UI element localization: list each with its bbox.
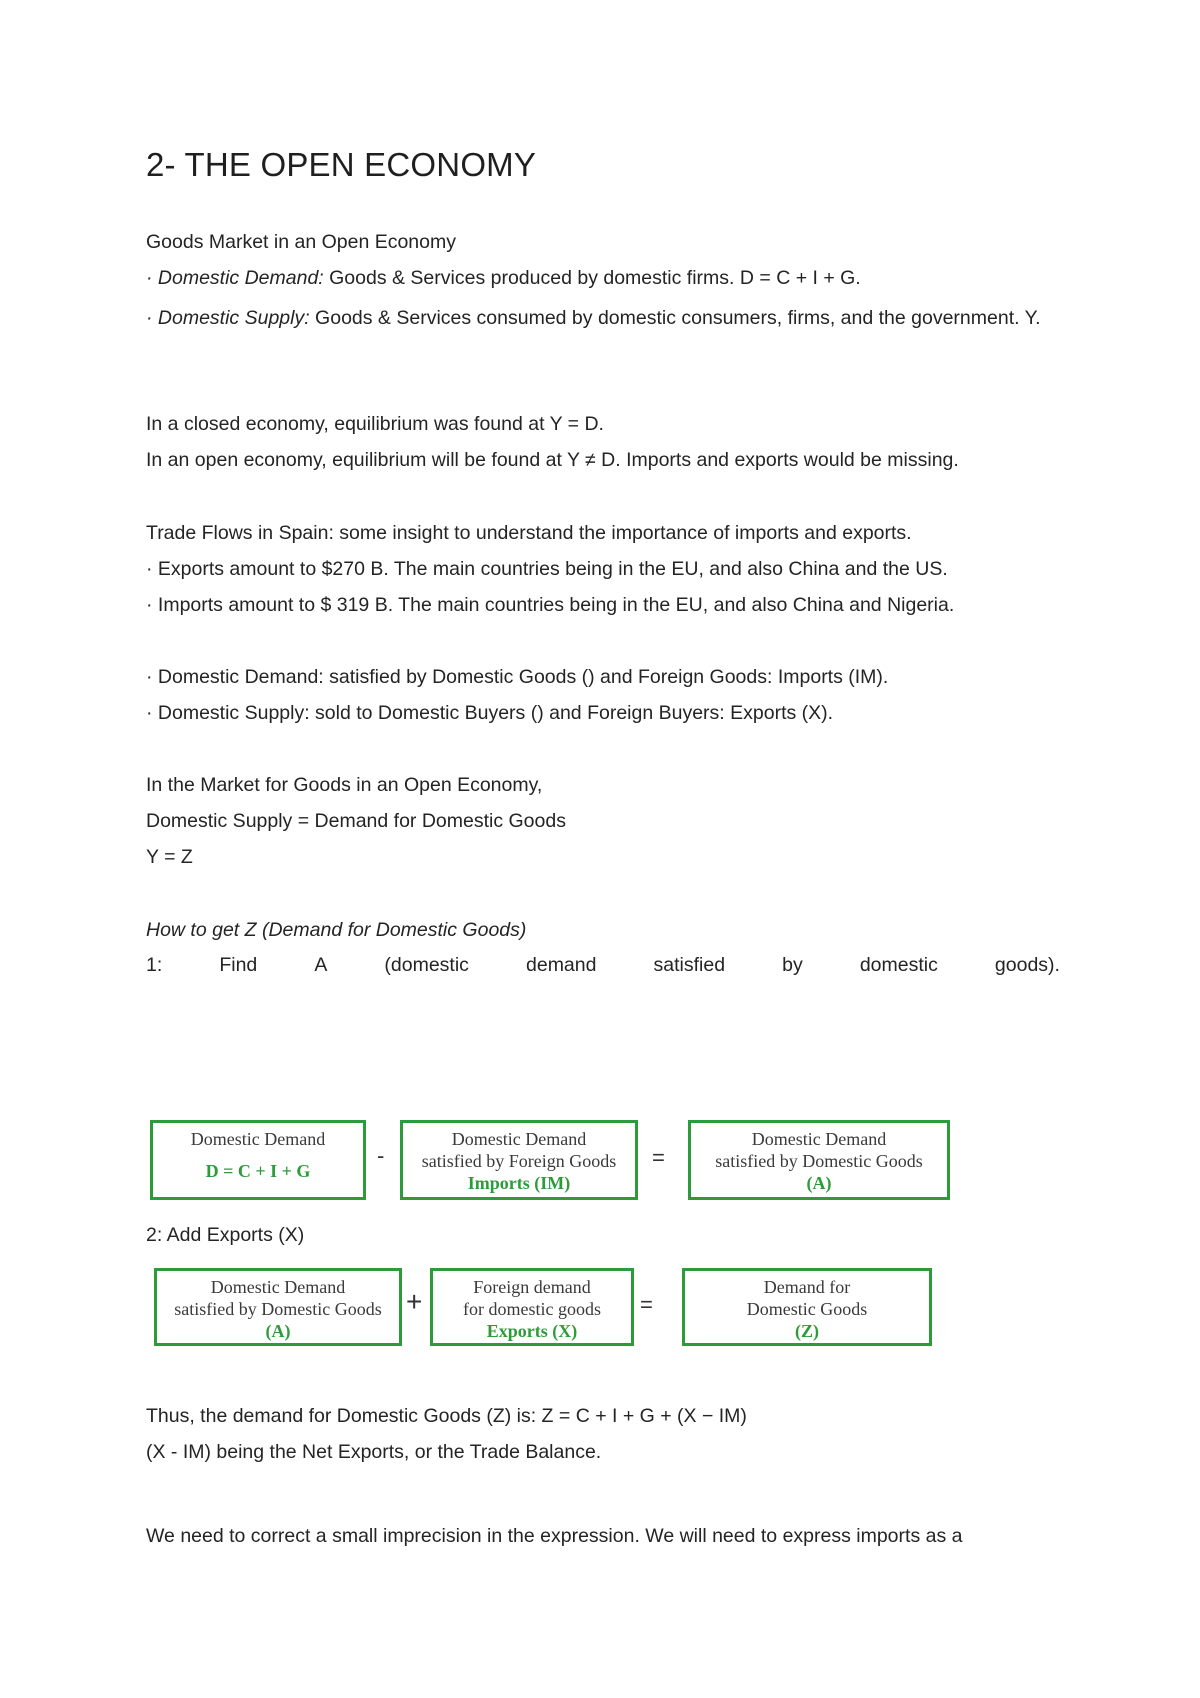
equals-operator: = [652, 1145, 665, 1170]
domestic-demand-line [146, 264, 1060, 292]
imports-line: · Imports amount to $ 319 B. The main countries being in the EU, and also China and Nigeria. [146, 594, 955, 616]
step1-line [146, 951, 1060, 979]
step1-word: demand [526, 954, 597, 976]
market-line-2: Domestic Supply = Demand for Domestic Goods [146, 810, 566, 832]
box-label: (A) [265, 1321, 291, 1341]
exports-box [430, 1268, 634, 1346]
conclusion-line-3: We need to correct a small imprecision in the expression. We will need to express imports as a [146, 1525, 963, 1547]
step1-word: goods). [994, 954, 1060, 976]
box-line: Domestic Demand [751, 1129, 887, 1149]
domestic-goods-box [688, 1120, 950, 1200]
box-line: Domestic Demand [190, 1129, 326, 1149]
plus-operator: + [406, 1286, 423, 1317]
section-heading: Goods Market in an Open Economy [146, 231, 456, 253]
step1-word: by [782, 954, 803, 976]
market-line-1: In the Market for Goods in an Open Economy, [146, 774, 543, 796]
box-line: for domestic goods [463, 1299, 601, 1319]
domestic-demand-box [150, 1120, 366, 1200]
exports-line: · Exports amount to $270 B. The main countries being in the EU, and also China and the US. [146, 558, 948, 580]
box-line: Domestic Demand [210, 1277, 346, 1297]
howto-heading: How to get Z (Demand for Domestic Goods) [146, 919, 527, 941]
box-line: Domestic Demand [451, 1129, 587, 1149]
imports-box [400, 1120, 638, 1200]
domestic-supply-line [146, 300, 1060, 337]
box-line: Foreign demand [473, 1277, 591, 1297]
box-label: Exports (X) [486, 1321, 578, 1341]
supply-sold-line: · Domestic Supply: sold to Domestic Buyers () and Foreign Buyers: Exports (X). [146, 702, 834, 724]
market-line-3: Y = Z [146, 846, 193, 868]
conclusion-line-2: (X - IM) being the Net Exports, or the Trade Balance. [146, 1441, 602, 1463]
trade-intro-line: Trade Flows in Spain: some insight to understand the importance of imports and exports. [146, 522, 912, 544]
box-label: Imports (IM) [467, 1173, 571, 1193]
step1-word: domestic [859, 954, 938, 976]
box-label: (A) [806, 1173, 832, 1193]
box-line: satisfied by Domestic Goods [174, 1299, 382, 1319]
domestic-supply-term: · Domestic Supply: [146, 307, 310, 329]
step1-word: satisfied [653, 954, 726, 976]
step2-line: 2: Add Exports (X) [146, 1224, 305, 1246]
step1-word: (domestic [384, 954, 469, 976]
box-line: Domestic Goods [746, 1299, 868, 1319]
step1-word: Find [219, 954, 258, 976]
domestic-supply-text: Goods & Services consumed by domestic consumers, firms, and the government. Y. [309, 307, 1041, 329]
step1-word: 1: [146, 954, 163, 976]
domestic-demand-text: Goods & Services produced by domestic firms. D = C + I + G. [323, 267, 861, 289]
equals-operator: = [640, 1292, 653, 1317]
box-line: satisfied by Domestic Goods [715, 1151, 923, 1171]
page-title: 2- THE OPEN ECONOMY [146, 146, 537, 183]
demand-domestic-goods-box [682, 1268, 932, 1346]
conclusion-line-1: Thus, the demand for Domestic Goods (Z) is: Z = C + I + G + (X − IM) [146, 1405, 747, 1427]
box-line: satisfied by Foreign Goods [421, 1151, 617, 1171]
minus-operator: - [377, 1143, 385, 1168]
box-line: Demand for [763, 1277, 851, 1297]
demand-satisfied-line: · Domestic Demand: satisfied by Domestic Goods () and Foreign Goods: Imports (IM). [146, 666, 889, 688]
closed-economy-line: In a closed economy, equilibrium was found at Y = D. [146, 413, 604, 435]
domestic-demand-term: · Domestic Demand: [146, 267, 324, 289]
box-formula: D = C + I + G [205, 1161, 311, 1181]
domestic-goods-box [154, 1268, 402, 1346]
step1-word: A [314, 954, 328, 976]
box-label: (Z) [795, 1321, 819, 1341]
open-economy-line: In an open economy, equilibrium will be found at Y ≠ D. Imports and exports would be missing. [146, 449, 959, 471]
